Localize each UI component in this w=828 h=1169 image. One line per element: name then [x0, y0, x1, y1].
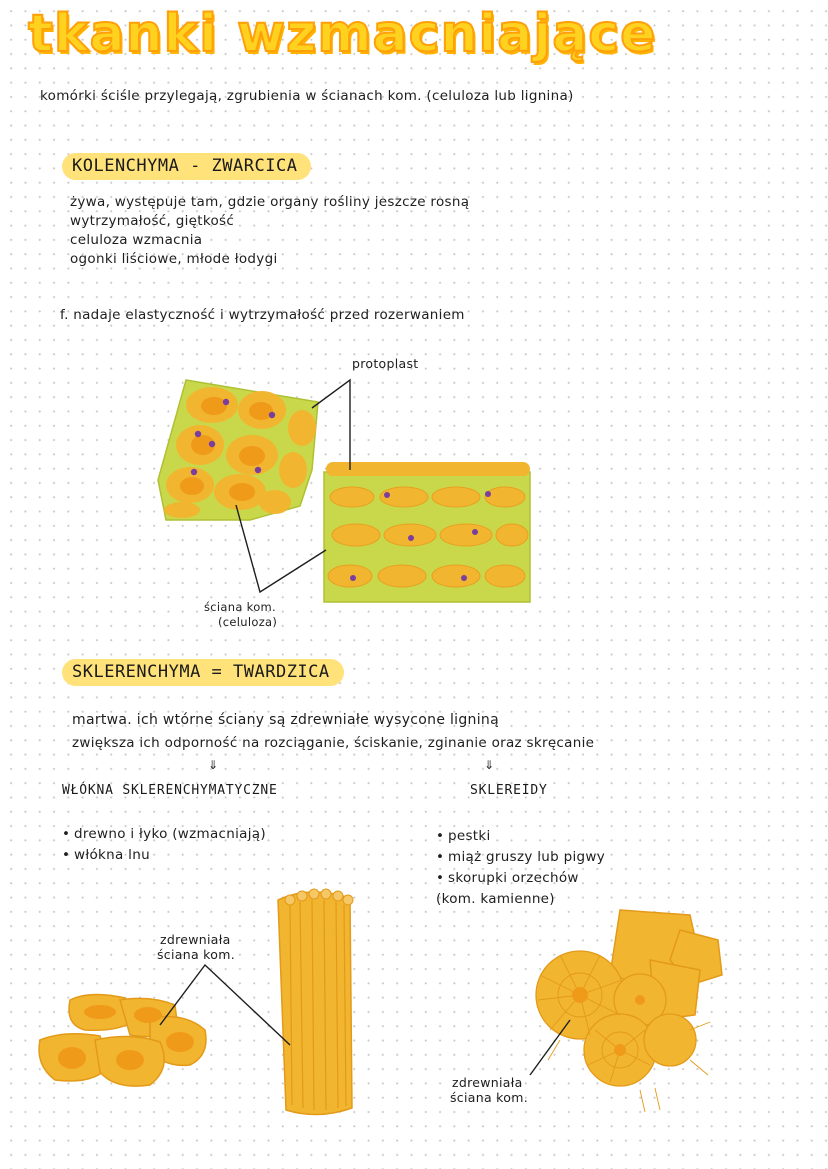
label-cell-wall: ściana kom.	[204, 600, 276, 614]
list-item: • miąż gruszy lub pigwy	[436, 849, 606, 865]
kolenchyma-line: wytrzymałość, giętkość	[70, 213, 235, 229]
label-cell-wall: ściana kom.	[157, 947, 235, 962]
intro-text: komórki ściśle przylegają, zgrubienia w ścianach kom. (celuloza lub lignina)	[40, 88, 574, 104]
arrow-down-icon: ⇓	[208, 758, 219, 772]
fiber-bundle	[278, 889, 353, 1115]
list-item: • drewno i łyko (wzmacniają)	[62, 826, 266, 842]
sclereids-cluster	[536, 910, 722, 1112]
page-title: tkanki wzmacniające	[28, 4, 657, 64]
sklerenchyma-label-lines	[160, 965, 570, 1075]
kolenchyma-line: ogonki liściowe, młode łodygi	[70, 251, 278, 267]
kolenchyma-line: żywa, występuje tam, gdzie organy rośliny jeszcze rosną	[70, 194, 470, 210]
sklerenchyma-line-1: martwa. ich wtórne ściany są zdrewniałe wysycone ligniną	[72, 712, 499, 728]
list-item: • włókna lnu	[62, 847, 150, 863]
label-lignified-wall: zdrewniała	[160, 932, 231, 947]
label-lignified-wall: zdrewniała	[452, 1075, 523, 1090]
label-cellulose: (celuloza)	[218, 615, 278, 629]
list-item: • skorupki orzechów	[436, 870, 579, 886]
kolenchyma-line: celuloza wzmacnia	[70, 232, 203, 248]
list-item: • pestki	[436, 828, 491, 844]
kolenchyma-heading: KOLENCHYMA - ZWARCICA	[62, 153, 311, 180]
sclereids-heading: SKLEREIDY	[470, 783, 548, 798]
sklerenchyma-heading: SKLERENCHYMA = TWARDZICA	[62, 659, 344, 686]
kolenchyma-function: f. nadaje elastyczność i wytrzymałość przed rozerwaniem	[60, 307, 465, 323]
sklerenchyma-line-2: zwiększa ich odporność na rozciąganie, ściskanie, zginanie oraz skręcanie	[72, 735, 595, 751]
arrow-down-icon: ⇓	[484, 758, 495, 772]
label-protoplast: protoplast	[352, 356, 419, 371]
fiber-cells-cluster	[39, 994, 206, 1086]
list-item: (kom. kamienne)	[436, 891, 555, 907]
label-cell-wall: ściana kom.	[450, 1090, 528, 1105]
fibers-heading: WŁÓKNA SKLERENCHYMATYCZNE	[62, 783, 278, 798]
